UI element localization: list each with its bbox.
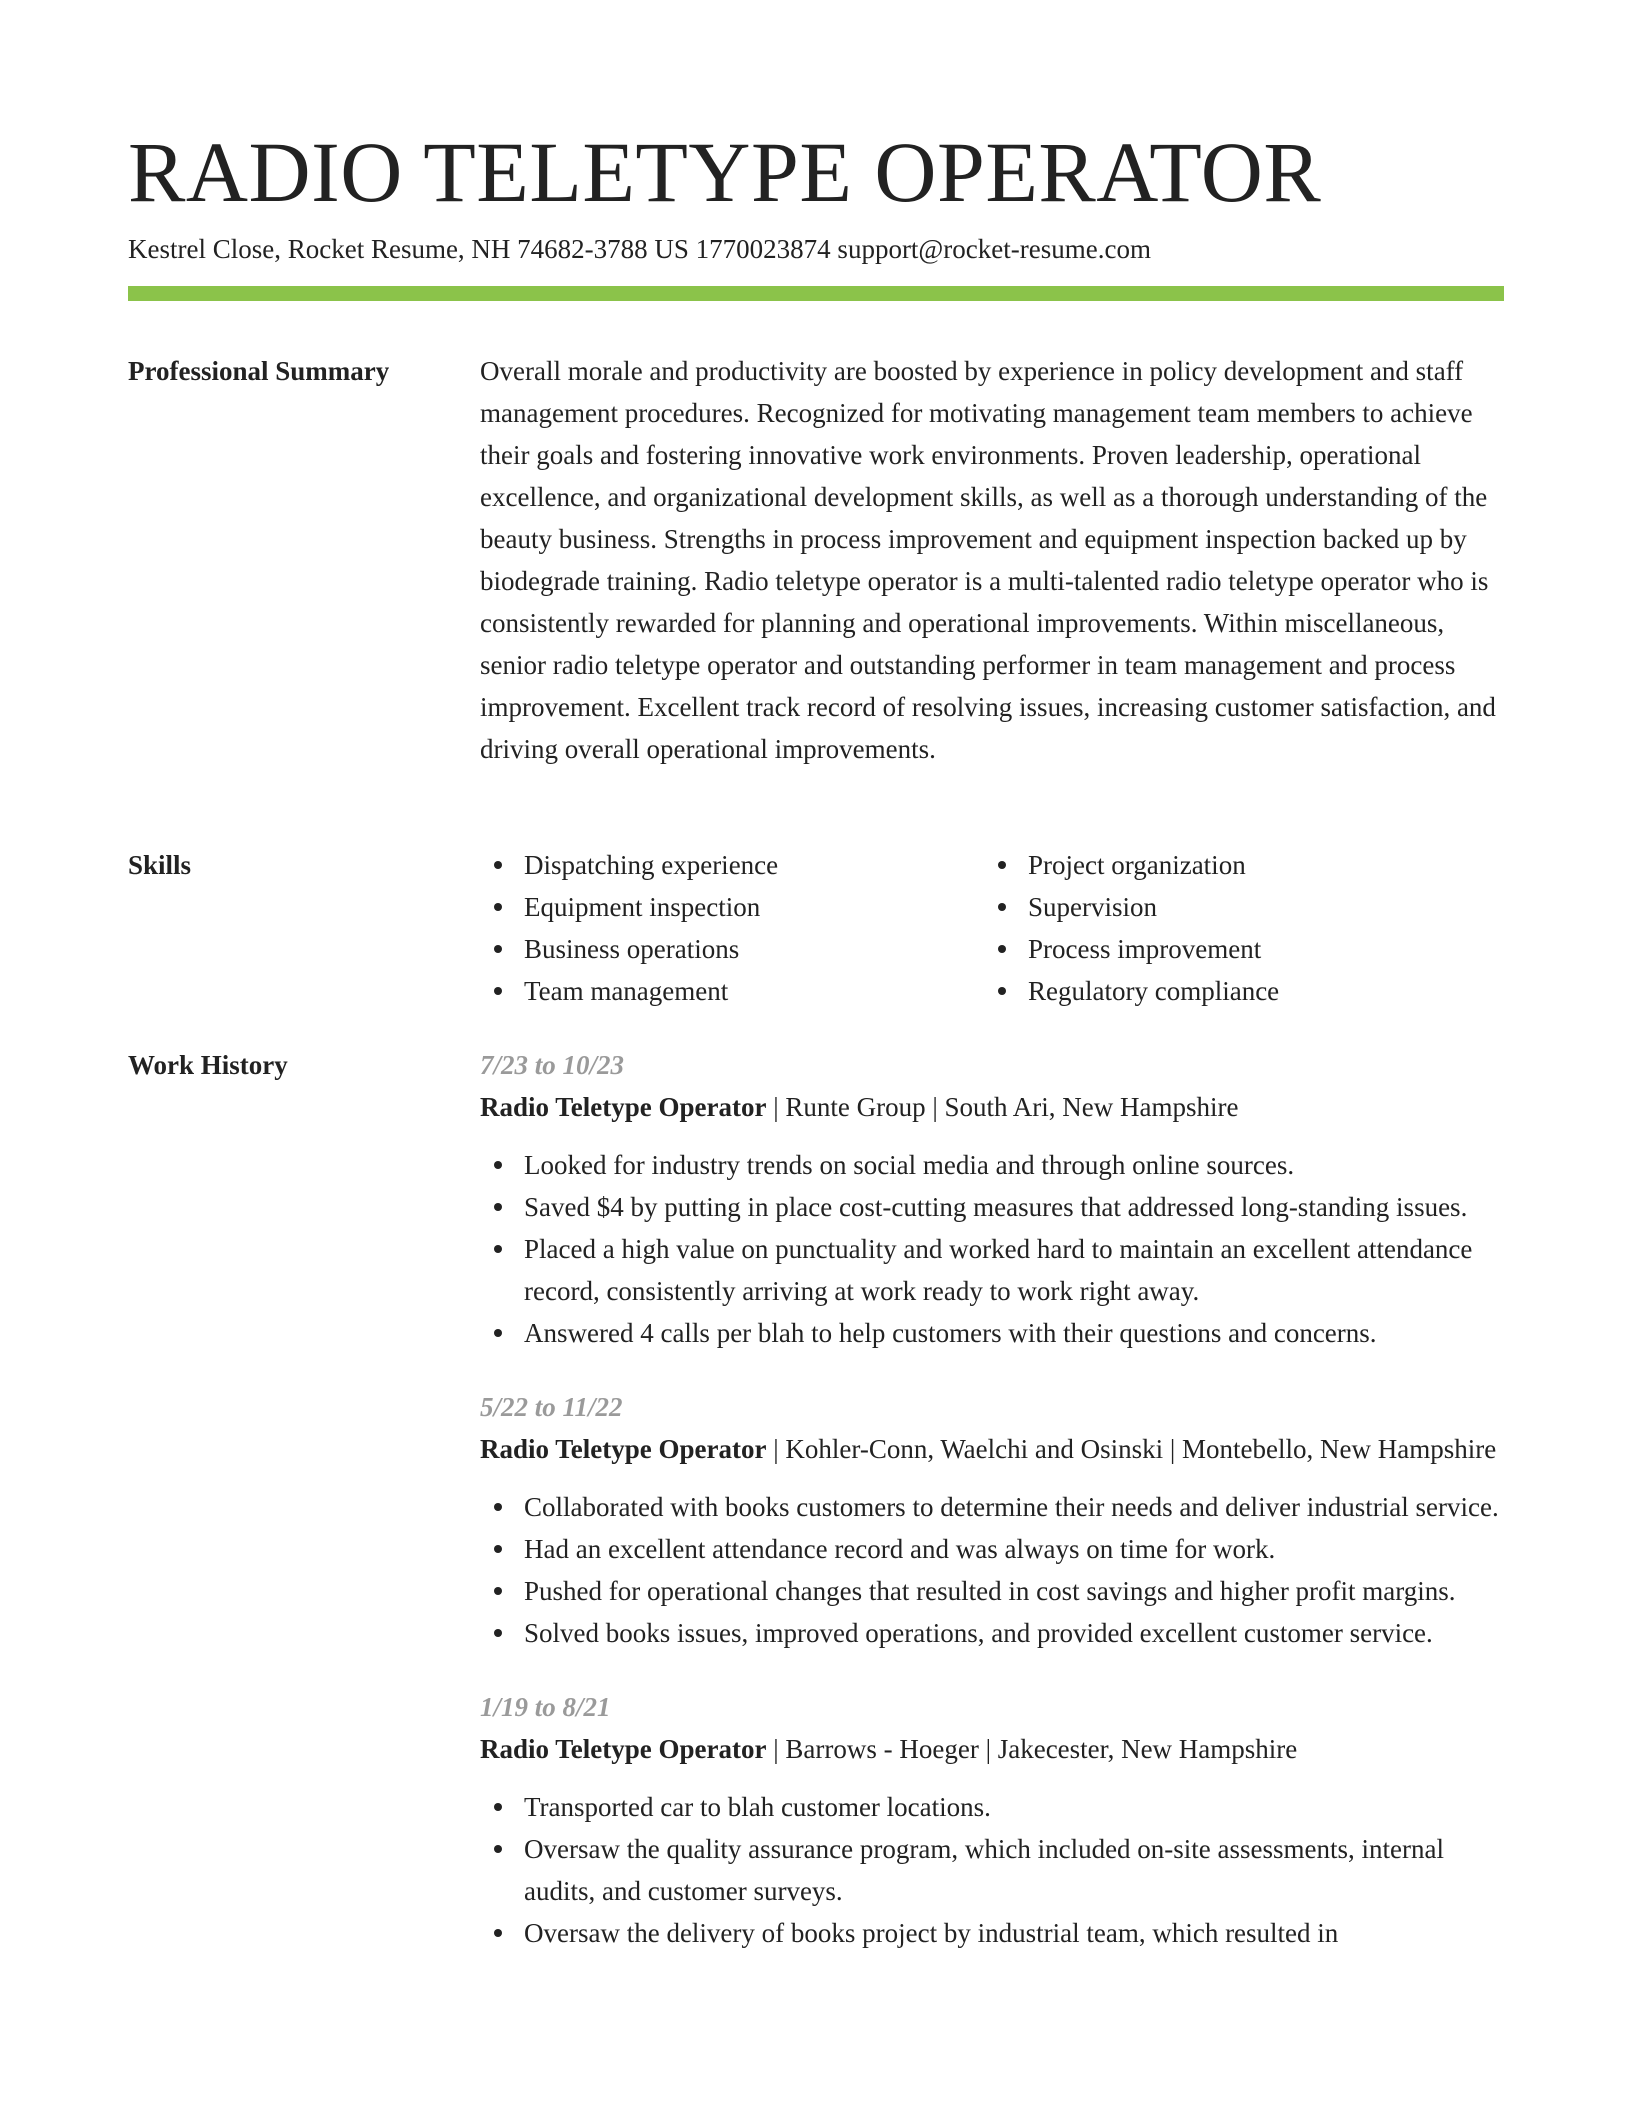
job-title: Radio Teletype Operator <box>480 1434 767 1464</box>
work-history-content <box>480 1044 1504 1954</box>
job-bullet: Collaborated with books customers to determine their needs and deliver industrial service. <box>480 1486 1504 1528</box>
skills-list-left <box>480 844 980 1012</box>
job-bullet: Saved $4 by putting in place cost-cutting measures that addressed long-standing issues. <box>480 1186 1504 1228</box>
skill-item: Project organization <box>984 844 1484 886</box>
job-bullets <box>480 1144 1504 1354</box>
job-entry <box>480 1386 1504 1654</box>
section-label-skills: Skills <box>128 850 192 880</box>
job-date: 1/19 to 8/21 <box>480 1692 611 1722</box>
summary-text: Overall morale and productivity are boosted by experience in policy development and staff management procedures. Recognized for motivating management team members to achieve their goals and fostering innovative work environments. Proven leadership, operational excellence, and organizational development skills, as well as a thorough understanding of the beauty business. Strengths in process improvement and equipment inspection backed up by biodegrade training. Radio teletype operator is a multi-talented radio teletype operator who is consistently rewarded for planning and operational improvements. Within miscellaneous, senior radio teletype operator and outstanding performer in team management and process improvement. Excellent track record of resolving issues, increasing customer satisfaction, and driving overall operational improvements. <box>480 356 1496 764</box>
skill-item: Equipment inspection <box>480 886 980 928</box>
job-bullets <box>480 1486 1504 1654</box>
job-date: 7/23 to 10/23 <box>480 1050 625 1080</box>
job-bullets <box>480 1786 1504 1954</box>
skill-item: Process improvement <box>984 928 1484 970</box>
job-bullet: Oversaw the quality assurance program, which included on-site assessments, internal audits, and customer surveys. <box>480 1828 1504 1912</box>
job-heading <box>480 1086 1504 1128</box>
job-details: | Kohler-Conn, Waelchi and Osinski | Montebello, New Hampshire <box>766 1434 1497 1464</box>
job-bullet: Had an excellent attendance record and was always on time for work. <box>480 1528 1504 1570</box>
skill-item: Regulatory compliance <box>984 970 1484 1012</box>
job-bullet: Pushed for operational changes that resulted in cost savings and higher profit margins. <box>480 1570 1504 1612</box>
job-details: | Runte Group | South Ari, New Hampshire <box>766 1092 1239 1122</box>
job-bullet: Answered 4 calls per blah to help customers with their questions and concerns. <box>480 1312 1504 1354</box>
job-entry <box>480 1686 1504 1954</box>
contact-line: Kestrel Close, Rocket Resume, NH 74682-3788 US 1770023874 support@rocket-resume.com <box>128 234 1151 264</box>
summary-content <box>480 350 1504 770</box>
job-bullet: Transported car to blah customer locations. <box>480 1786 1504 1828</box>
job-heading <box>480 1728 1504 1770</box>
job-title: Radio Teletype Operator <box>480 1734 767 1764</box>
job-bullet: Placed a high value on punctuality and worked hard to maintain an excellent attendance record, consistently arriving at work ready to work right away. <box>480 1228 1504 1312</box>
job-bullet: Looked for industry trends on social media and through online sources. <box>480 1144 1504 1186</box>
skills-list-right <box>984 844 1484 1012</box>
job-title: Radio Teletype Operator <box>480 1092 767 1122</box>
job-heading <box>480 1428 1504 1470</box>
job-bullet: Solved books issues, improved operations, and provided excellent customer service. <box>480 1612 1504 1654</box>
skill-item: Team management <box>480 970 980 1012</box>
job-entry <box>480 1044 1504 1354</box>
job-bullet: Oversaw the delivery of books project by industrial team, which resulted in <box>480 1912 1504 1954</box>
skill-item: Dispatching experience <box>480 844 980 886</box>
section-label-work-history: Work History <box>128 1050 288 1080</box>
section-label-summary: Professional Summary <box>128 356 390 386</box>
header-divider <box>128 286 1504 301</box>
job-date: 5/22 to 11/22 <box>480 1392 623 1422</box>
skill-item: Business operations <box>480 928 980 970</box>
resume-title: RADIO TELETYPE OPERATOR <box>128 124 1322 220</box>
skill-item: Supervision <box>984 886 1484 928</box>
job-details: | Barrows - Hoeger | Jakecester, New Hampshire <box>766 1734 1298 1764</box>
